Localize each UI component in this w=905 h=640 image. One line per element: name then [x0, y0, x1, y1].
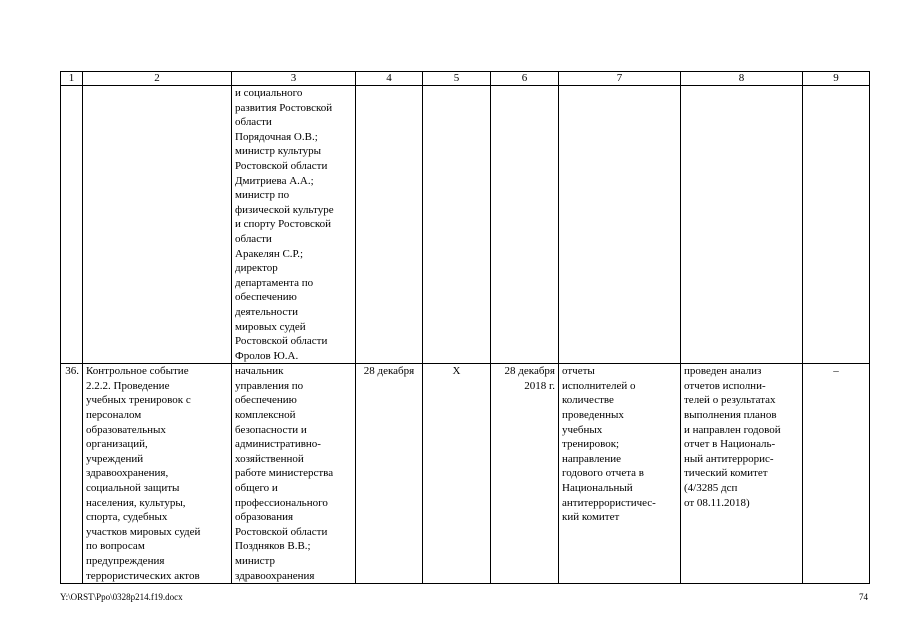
cell-line: безопасности и — [235, 423, 307, 436]
cell-line: департамента по — [235, 276, 314, 289]
cell-line: 2.2.2. Проведение — [86, 379, 170, 392]
cell-line: участков мировых судей — [86, 525, 201, 538]
cell-line: управления по — [235, 379, 304, 392]
cell-line: и спорту Ростовской — [235, 218, 332, 231]
cell-line: ный антитеррорис- — [684, 452, 774, 465]
event-cell — [83, 364, 232, 584]
cell-line: отчеты — [562, 365, 595, 378]
cell-line: профессионального — [235, 496, 328, 509]
cell-line: Ростовской области — [235, 525, 328, 538]
mark-cell: Х — [423, 364, 491, 584]
cell-line: социальной защиты — [86, 482, 180, 495]
cell-empty — [681, 86, 803, 364]
cell-line: количестве — [562, 394, 614, 407]
cell-line: проведенных — [562, 409, 624, 422]
cell-line: административно- — [235, 438, 321, 451]
cell-line: антитеррористичес- — [562, 496, 656, 509]
cell-empty — [61, 86, 83, 364]
cell-line: Ростовской области — [235, 335, 328, 348]
cell-line: Контрольное событие — [86, 365, 189, 378]
cell-line: министр культуры — [235, 145, 322, 158]
row-number: 36. — [61, 364, 83, 584]
cell-line: Ростовской области — [235, 159, 328, 172]
note-cell: – — [803, 364, 870, 584]
cell-line: проведен анализ — [684, 365, 762, 378]
cell-line: начальник — [235, 365, 284, 378]
cell-line: спорта, судебных — [86, 511, 168, 524]
cell-line: направление — [562, 452, 621, 465]
page-number: 74 — [859, 592, 868, 602]
cell-line: обеспечению — [235, 291, 297, 304]
cell-line: учебных — [562, 423, 603, 436]
header-cell: 9 — [803, 72, 870, 86]
cell-line: учебных тренировок с — [86, 394, 191, 407]
cell-line: Фролов Ю.А. — [235, 349, 299, 362]
header-cell: 8 — [681, 72, 803, 86]
cell-line: (4/3285 дсп — [684, 482, 738, 495]
cell-empty — [83, 86, 232, 364]
cell-line: общего и — [235, 482, 278, 495]
cell-line: организаций, — [86, 438, 148, 451]
cell-empty — [356, 86, 423, 364]
cell-line: здравоохранения, — [86, 467, 169, 480]
cell-line: хозяйственной — [235, 452, 304, 465]
cell-line: персоналом — [86, 409, 142, 422]
cell-line: Поздняков В.В.; — [235, 540, 311, 553]
cell-line: террористических актов — [86, 569, 200, 582]
cell-line: образования — [235, 511, 294, 524]
cell-line: физической культуре — [235, 203, 334, 216]
cell-line: 2018 г. — [524, 379, 555, 392]
cell-line: 28 декабря — [504, 365, 555, 378]
cell-line: министр — [235, 555, 275, 567]
cell-line: учреждений — [86, 452, 144, 465]
cell-line: Дмитриева А.А.; — [235, 174, 314, 187]
cell-empty — [559, 86, 681, 364]
cell-line: комплексной — [235, 409, 296, 422]
table-row-continued — [61, 86, 870, 364]
cell-line: отчет в Националь- — [684, 438, 776, 451]
cell-line: Аракелян С.Р.; — [235, 247, 304, 260]
header-cell: 3 — [232, 72, 356, 86]
table-header-row — [61, 72, 870, 86]
cell-line: по вопросам — [86, 540, 145, 553]
cell-line: тический комитет — [684, 467, 768, 480]
cell-line: населения, культуры, — [86, 496, 186, 509]
header-cell: 5 — [423, 72, 491, 86]
cell-empty — [491, 86, 559, 364]
file-path: Y:\ORST\Ppo\0328p214.f19.docx — [60, 592, 183, 602]
cell-line: от 08.11.2018) — [684, 496, 750, 509]
cell-line: и социального — [235, 87, 303, 99]
cell-line: образовательных — [86, 423, 166, 436]
cell-line: тренировок; — [562, 438, 620, 451]
cell-line: годового отчета в — [562, 467, 644, 480]
cell-line: предупреждения — [86, 555, 165, 567]
cell-empty — [423, 86, 491, 364]
cell-line: деятельности — [235, 305, 298, 318]
header-cell: 2 — [83, 72, 232, 86]
cell-line: и направлен годовой — [684, 423, 781, 436]
cell-line: кий комитет — [562, 511, 620, 524]
cell-line: министр по — [235, 189, 290, 202]
cell-line: исполнителей о — [562, 379, 636, 392]
responsible-cell — [232, 364, 356, 584]
actual-date-cell — [491, 364, 559, 584]
cell-line: выполнения планов — [684, 409, 777, 422]
cell-line: телей о результатах — [684, 394, 776, 407]
cell-line: директор — [235, 262, 278, 275]
cell-line: развития Ростовской — [235, 101, 333, 114]
cell-line: отчетов исполни- — [684, 379, 766, 392]
cell-line: здравоохранения — [235, 569, 315, 582]
cell-line: Порядочная О.В.; — [235, 130, 318, 143]
table-row-36 — [61, 364, 870, 584]
cell-line: области — [235, 232, 272, 245]
cell-empty — [803, 86, 870, 364]
cell-line: мировых судей — [235, 320, 306, 333]
status-cell — [681, 364, 803, 584]
cell-line: обеспечению — [235, 394, 297, 407]
header-cell: 4 — [356, 72, 423, 86]
header-cell: 6 — [491, 72, 559, 86]
plan-table — [60, 71, 870, 584]
cell-line: области — [235, 116, 272, 129]
header-cell: 7 — [559, 72, 681, 86]
cell-line: Национальный — [562, 482, 633, 495]
cell-line: работе министерства — [235, 467, 334, 480]
header-cell: 1 — [61, 72, 83, 86]
responsible-cell — [232, 86, 356, 364]
planned-date-cell: 28 декабря — [356, 364, 423, 584]
result-cell — [559, 364, 681, 584]
